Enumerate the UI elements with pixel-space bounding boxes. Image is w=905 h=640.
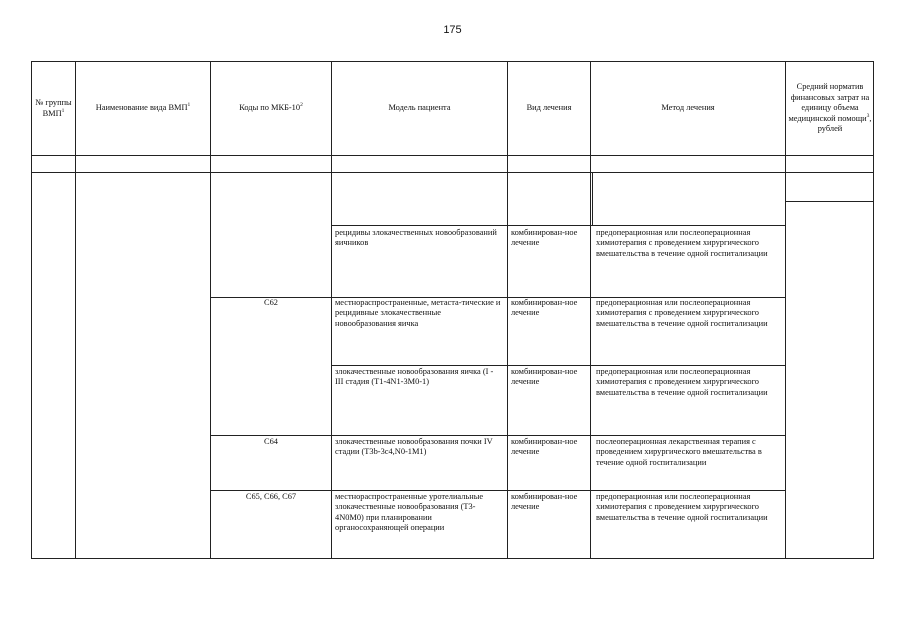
model-cell: рецидивы злокачественных новообразований яичников	[335, 228, 497, 248]
treatment-method-cell: предоперационная или послеоперационная химиотерапия с проведением хирургического вмешательства в течение одной госпитализации	[596, 367, 768, 397]
row-divider	[211, 490, 785, 491]
mkb-code-cell: С64	[264, 437, 278, 446]
treatment-type-cell: комбинирован-ное лечение	[511, 298, 578, 318]
mkb-code-cell: С62	[264, 298, 278, 307]
treatment-method-cell: предоперационная или послеоперационная химиотерапия с проведением хирургического вмешательства в течение одной госпитализации	[596, 228, 768, 258]
treatment-type-cell: комбинирован-ное лечение	[511, 437, 578, 457]
vmp-table	[31, 61, 874, 559]
header-patient-model: Модель пациента	[388, 103, 451, 113]
treatment-method-cell: предоперационная или послеоперационная химиотерапия с проведением хирургического вмешательства в течение одной госпитализации	[596, 492, 768, 522]
row-divider	[331, 225, 785, 226]
page-number: 175	[443, 24, 462, 36]
mkb-code-cell: С65, С66, С67	[245, 492, 297, 501]
table-border-bottom	[31, 558, 874, 559]
treatment-type-cell: комбинирован-ное лечение	[511, 367, 578, 387]
header-mkb-codes: Коды по МКБ-$10^2$	[239, 102, 303, 113]
treatment-type-cell: комбинирован-ное лечение	[511, 492, 578, 512]
header-treatment-type: Вид лечения	[526, 103, 572, 113]
cost-cell-divider	[785, 201, 874, 202]
model-cell: местнораспространенные уротелиальные злокачественные новообразования (T3-4N0M0) при планировании органосохраняющей операции	[335, 492, 484, 533]
treatment-type-cell: комбинирован-ное лечение	[511, 228, 578, 248]
row-divider	[211, 435, 785, 436]
header-group-no: № группы ВМП$^1$	[35, 98, 72, 118]
model-cell: злокачественные новообразования яичка (I - III стадия (T1-4N1-3M0-1)	[335, 367, 494, 387]
header-divider	[31, 155, 874, 156]
col-line	[785, 61, 786, 559]
col-line-double	[592, 172, 593, 226]
model-cell: злокачественные новообразования почки IV стадии (T3b-3c4,N0-1M1)	[335, 437, 493, 457]
treatment-method-cell: предоперационная или послеоперационная химиотерапия с проведением хирургического вмешательства в течение одной госпитализации	[596, 298, 768, 328]
model-cell: местнораспространенные, метаста-тические и рецидивные злокачественные новообразования яичка	[335, 298, 501, 328]
row-divider	[331, 365, 785, 366]
subheader-divider	[31, 172, 874, 173]
header-vmp-name: Наименование вида ВМП$^1$	[95, 102, 191, 113]
treatment-method-cell: послеоперационная лекарственная терапия с проведением хирургического вмешательства в течение одной госпитализации	[596, 437, 762, 467]
col-line	[873, 61, 874, 559]
header-treatment-method: Метод лечения	[661, 103, 715, 113]
header-avg-cost: Средний норматив финансовых затрат на единицу объема медицинской помощи$^3$, рублей	[788, 82, 872, 134]
